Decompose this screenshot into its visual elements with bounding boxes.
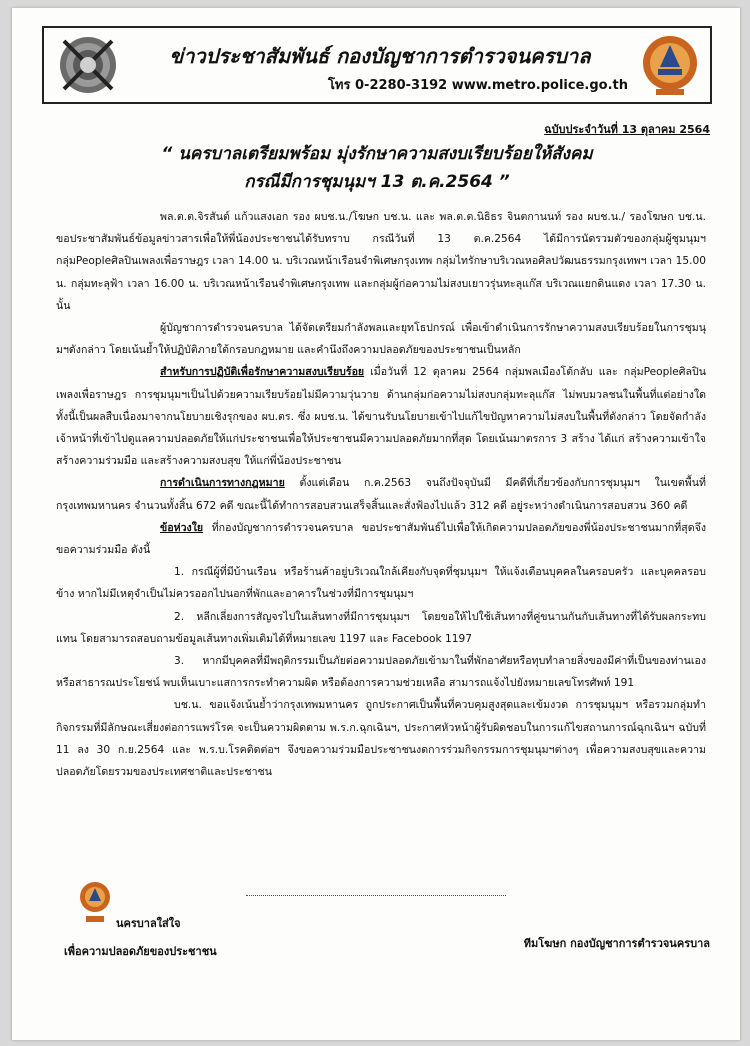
paragraph-2: ผู้บัญชาการตำรวจนครบาล ได้จัดเตรียมกำลังพลและยุทโธปกรณ์ เพื่อเข้าดำเนินการรักษาความสงบเรียบร้อยในการชุมนุมฯดังกล่าว โดยเน้นย้ำให้ปฏิบัติภายใต้กรอบกฎหมาย และคำนึงถึงความปลอดภัยของประชาชนเป็นหลัก [56, 322, 706, 357]
list-item-1: 1. กรณีผู้ที่มีบ้านเรือน หรือร้านค้าอยู่บริเวณใกล้เคียงกับจุดที่ชุมนุมฯ ให้แจ้งเตือนบุคคลในครอบครัว และบุคคลรอบข้าง หากไม่มีเหตุจำเป็นไม่ควรออกไปนอกที่พักและอาคารในช่วงที่มีการชุมนุมฯ [56, 566, 706, 601]
paragraph-3 [56, 361, 706, 472]
body-text [56, 206, 706, 783]
metro-police-emblem-icon [78, 880, 112, 926]
paragraph-5 [56, 517, 706, 561]
list-item-2: 2. หลีกเลี่ยงการสัญจรไปในเส้นทางที่มีการชุมนุมฯ โดยขอให้ไปใช้เส้นทางที่คู่ขนานกันกับเส้นทางที่ได้รับผลกระทบแทน โดยสามารถสอบถามข้อมูลเส้นทางเพิ่มเติมได้ที่หมายเลข 1197 และ Facebook 1197 [56, 610, 706, 645]
paragraph-5-text: ที่กองบัญชาการตำรวจนครบาล ขอประชาสัมพันธ์ไปเพื่อให้เกิดความปลอดภัยของพี่น้องประชาชนมากที่สุดจึงขอความร่วมมือ ดังนี้ [56, 521, 706, 557]
paragraph-1: พล.ต.ต.จิรสันต์ แก้วแสงเอก รอง ผบช.น./โฆษก บช.น. และ พล.ต.ต.นิธิธร จินตกานนท์ รอง ผบช.น./ รองโฆษก บช.น. ขอประชาสัมพันธ์ข้อมูลข่าวสารเพื่อให้พี่น้องประชาชนได้รับทราบ กรณีวันที่ 13 ต.ค.2564 ได้มีการนัดรวมตัวของกลุ่มผู้ชุมนุมฯ กลุ่มPeopleศิลปินเพลงเพื่อราษฎร เวลา 14.00 น. บริเวณหน้าเรือนจำพิเศษกรุงเทพ กลุ่มไทรักษาบริเวณหอศิลปวัฒนธรรมกรุงเทพฯ เวลา 15.00 น. กลุ่มทะลุฟ้า เวลา 16.00 น. บริเวณหน้าเรือนจำพิเศษกรุงเทพ และกลุ่มผู้ก่อความไม่สงบเยาวรุ่นทะลุแก๊ส บริเวณแยกดินแดง เวลา 17.30 น. นั้น [56, 211, 706, 312]
headline-line-2: กรณีมีการชุมนุมฯ 13 ต.ค.2564 ” [244, 172, 510, 192]
paragraph-4-text: ตั้งแต่เดือน ก.ค.2563 จนถึงปัจจุบันมี มีคดีที่เกี่ยวข้องกับการชุมนุมฯ ในเขตพื้นที่กรุงเทพมหานคร จำนวนทั้งสิ้น 672 คดี ขณะนี้ได้ทำการสอบสวนเสร็จสิ้นและสั่งฟ้องไปแล้ว 312 คดี อยู่ระหว่างดำเนินการสอบสวน 360 คดี [56, 477, 706, 512]
paragraph-3-heading: สำหรับการปฏิบัติเพื่อรักษาความสงบเรียบร้อย [160, 366, 365, 379]
divider [246, 895, 506, 896]
paragraph-4 [56, 472, 706, 516]
header-title: ข่าวประชาสัมพันธ์ กองบัญชาการตำรวจนครบาล [169, 44, 591, 68]
footer-slogan-line-2: เพื่อความปลอดภัยของประชาชน [64, 945, 217, 958]
footer-slogan-line-1: นครบาลใส่ใจ [116, 917, 181, 930]
paragraph-5-heading: ข้อห่วงใย [160, 521, 204, 534]
headline-line-1: “ นครบาลเตรียมพร้อม มุ่งรักษาความสงบเรียบร้อยให้สังคม [161, 144, 593, 164]
police-crest-icon [58, 35, 118, 95]
metro-police-emblem-icon [640, 33, 700, 97]
header-contact: โทร 0-2280-3192 www.metro.police.go.th [327, 78, 628, 93]
paragraph-4-heading: การดำเนินการทางกฎหมาย [160, 477, 285, 490]
issue-date: ฉบับประจำวันที่ 13 ตุลาคม 2564 [544, 123, 710, 136]
header-box [42, 26, 712, 104]
list-item-3: 3. หากมีบุคคลที่มีพฤติกรรมเป็นภัยต่อความปลอดภัยเข้ามาในที่พักอาศัยหรือทุบทำลายสิ่งของมีค่าที่เป็นของท่านเองหรือสาธารณประโยชน์ พบเห็นเบาะแสการกระทำความผิด หรือต้องการความช่วยเหลือ สามารถแจ้งไปยังหมายเลขโทรศัพท์ 191 [56, 655, 706, 690]
press-release-sheet [12, 8, 740, 1040]
headline [72, 140, 682, 196]
paragraph-6: บช.น. ขอแจ้งเน้นย้ำว่ากรุงเทพมหานคร ถูกประกาศเป็นพื้นที่ควบคุมสูงสุดและเข้มงวด การชุมนุมฯ หรือรวมกลุ่มทำกิจกรรมที่มีลักษณะเสี่ยงต่อการแพร่โรค จะเป็นความผิดตาม พ.ร.ก.ฉุกเฉินฯ, ประกาศหัวหน้าผู้รับผิดชอบในการแก้ไขสถานการณ์ฉุกเฉินฯ ฉบับที่ 11 ลง 30 ก.ย.2564 และ พ.ร.บ.โรคติดต่อฯ จึงขอความร่วมมือประชาชนงดการร่วมกิจกรรมการชุมนุมฯต่างๆ เพื่อความสงบสุขและความปลอดภัยโดยรวมของประเทศชาติและประชาชน [56, 699, 706, 779]
paragraph-3-text: เมื่อวันที่ 12 ตุลาคม 2564 กลุ่มพลเมืองโต้กลับ และ กลุ่มPeopleศิลปินเพลงเพื่อราษฎร การชุมนุมฯเป็นไปด้วยความเรียบร้อยไม่มีความวุ่นวาย ด้านกลุ่มก่อความไม่สงบกลุ่มทะลุแก๊ส ไม่พบมวลชนในพื้นที่แต่อย่างใด ทั้งนี้เป็นผลสืบเนื่องมาจากนโยบายเชิงรุกของ ผบ.ตร. ซึ่ง ผบช.น. ได้ขานรับนโยบายเข้าไปแก้ไขปัญหาความไม่สงบในพื้นที่ดังกล่าว โดยจัดกำลังเจ้าหน้าที่เข้าไปดูแลความปลอดภัยให้แก่ประชาชนเพื่อให้ประชาชนมีความปลอดภัยมากที่สุด โดยเน้นมาตรการ 3 สร้าง ได้แก่ สร้างความเข้าใจ สร้างความร่วมมือ และสร้างความสงบสุข ให้แก่พี่น้องประชาชน [56, 366, 706, 468]
footer-team: ทีมโฆษก กองบัญชาการตำรวจนครบาล [523, 937, 710, 950]
